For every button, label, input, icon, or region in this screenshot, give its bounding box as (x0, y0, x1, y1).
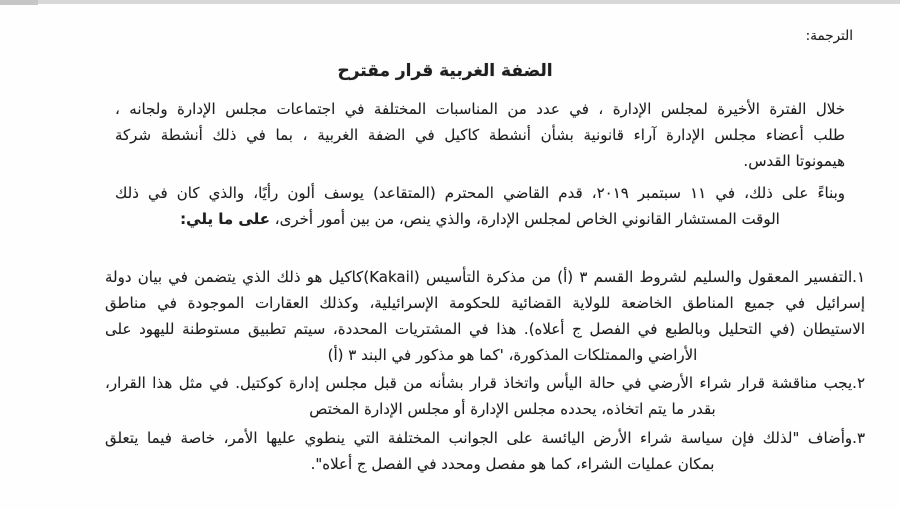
text-segment: الوقت المستشار القانوني الخاص لمجلس الإدارة، والذي ينص، من بين أمور أخرى، (269, 210, 780, 228)
scan-artifact-top-bar (0, 0, 900, 4)
text-line: الاستيطان (في التحليل وبالطبع في الفصل ج أعلاه). هذا في المشتريات المحددة، سيتم تطبيق مستوطنة لليهود على (105, 320, 865, 338)
translation-label: الترجمة: (805, 28, 853, 44)
document-title: الضفة الغربية قرار مقترح (337, 61, 553, 81)
text-line: ٣.وأضاف "لذلك فإن سياسة شراء الأرض اليائسة على الجوانب المختلفة التي ينطوي عليها الأمر، خاصة فيما يتعلق (105, 429, 865, 447)
text-line: ٢.يجب مناقشة قرار شراء الأرضي في حالة اليأس واتخاذ قرار بشأنه من قبل مجلس إدارة كوكتيل. في مثل هذا القرار، (105, 374, 865, 392)
text-line: طلب أعضاء مجلس الإدارة آراء قانونية بشأن أنشطة كاكيل في الضفة الغربية ، بما في ذلك أنشطة شركة (115, 126, 845, 144)
text-line: وبناءً على ذلك، في ١١ سبتمبر ٢٠١٩، قدم القاضي المحترم (المتقاعد) يوسف ألون رأيًا، والذي كان في ذلك (115, 184, 845, 202)
text-line: بقدر ما يتم اتخاذه، يحدده مجلس الإدارة أو مجلس الإدارة المختص (309, 400, 716, 418)
list-item-3 (105, 425, 865, 477)
list-item-2 (105, 370, 865, 422)
paragraph-1 (105, 96, 865, 174)
text-line (115, 206, 845, 232)
text-segment-bold: على ما يلي: (180, 210, 270, 228)
text-line: بمكان عمليات الشراء، كما هو مفصل ومحدد في الفصل ج أعلاه". (310, 455, 715, 473)
text-line: إسرائيل في جميع المناطق الخاضعة للولاية القضائية للحكومة الإسرائيلية، وكذلك العقارات الموجودة في مناطق (105, 294, 865, 312)
text-line: هيمونوتا القدس. (743, 152, 845, 170)
scan-artifact-corner (0, 0, 38, 5)
paragraph-2 (105, 180, 865, 232)
text-line: ١.التفسير المعقول والسليم لشروط القسم ٣ (أ) من مذكرة التأسيس (Kakail)كاكيل هو ذلك الذي يتضمن في بيان دولة (105, 268, 865, 286)
text-line: الأراضي والممتلكات المذكورة، 'كما هو مذكور في البند ٣ (أ) (327, 346, 698, 364)
list-item-1 (105, 264, 865, 368)
text-line: خلال الفترة الأخيرة لمجلس الإدارة ، في عدد من المناسبات المختلفة في اجتماعات مجلس الإدارة ولجانه ، (115, 100, 845, 118)
